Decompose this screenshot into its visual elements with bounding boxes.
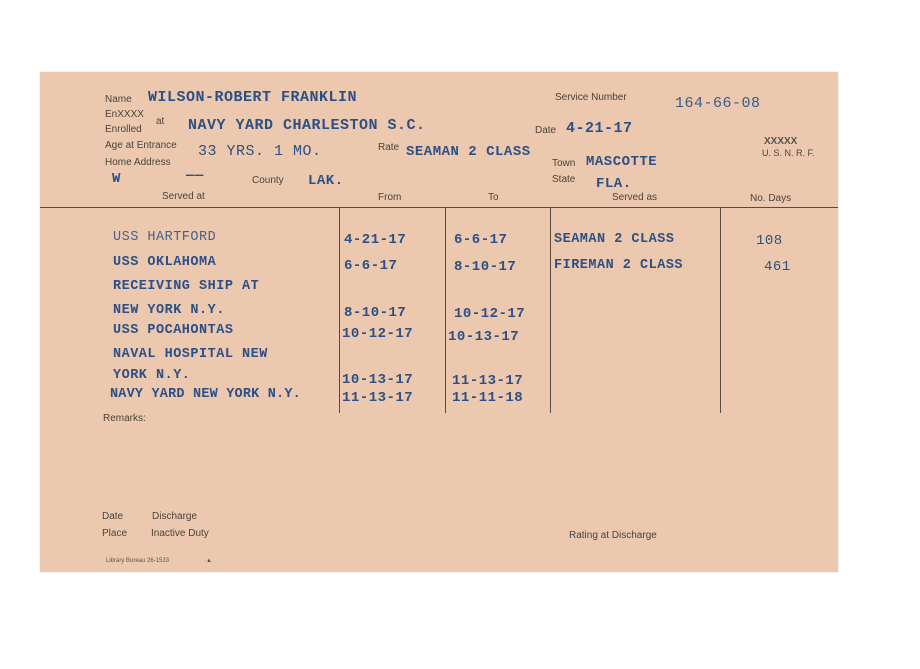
days-cell: 108 — [756, 233, 783, 249]
served-as-cell: SEAMAN 2 CLASS — [554, 232, 675, 247]
served-at-header: Served at — [162, 191, 205, 202]
from-header: From — [378, 192, 402, 203]
county-label: County — [252, 175, 284, 186]
station-cell: USS POCAHONTAS — [113, 323, 234, 338]
to-cell: 10-12-17 — [454, 306, 526, 322]
discharge-label: Discharge — [152, 511, 198, 522]
address-dash: —— — [186, 168, 204, 184]
at-label: at — [156, 116, 165, 127]
date-label: Date — [535, 125, 557, 136]
remarks-label: Remarks: — [103, 413, 146, 424]
service-number-label: Service Number — [555, 92, 627, 103]
from-cell: 10-12-17 — [342, 326, 414, 342]
enlisted-strike: XXXX — [117, 109, 144, 120]
column-divider-to — [445, 208, 446, 413]
footnote-mark: ·▲ — [204, 558, 212, 564]
from-cell: 6-6-17 — [344, 258, 398, 274]
station-cell: NAVY YARD NEW YORK N.Y. — [110, 387, 301, 402]
town-label: Town — [552, 158, 576, 169]
station-cell: NEW YORK N.Y. — [113, 303, 225, 318]
discharge-date-label: Date — [102, 511, 124, 522]
service-record-card — [40, 72, 838, 572]
days-cell: 461 — [764, 259, 791, 275]
to-cell: 11-11-18 — [452, 390, 524, 406]
from-cell: 4-21-17 — [344, 232, 407, 248]
place-value: NAVY YARD CHARLESTON S.C. — [188, 117, 426, 134]
to-cell: 8-10-17 — [454, 259, 517, 275]
state-label: State — [552, 174, 576, 185]
to-cell: 10-13-17 — [448, 329, 520, 345]
usnrf-strike: XXXXX — [764, 136, 798, 147]
rating-at-discharge-label: Rating at Discharge — [569, 530, 657, 541]
station-cell: NAVAL HOSPITAL NEW — [113, 347, 268, 362]
rate-value: SEAMAN 2 CLASS — [406, 144, 531, 160]
enlisted-label: EnXXXX — [105, 109, 144, 120]
printer-footnote: Library Bureau 26-1533 — [106, 558, 170, 564]
enrolled-label: Enrolled — [105, 124, 142, 135]
age-value: 33 YRS. 1 MO. — [198, 143, 322, 160]
rate-label: Rate — [378, 142, 400, 153]
discharge-place-label: Place — [102, 528, 128, 539]
name-value: WILSON-ROBERT FRANKLIN — [148, 89, 358, 106]
state-value: FLA. — [596, 176, 632, 192]
header-divider — [40, 207, 838, 208]
home-address-label: Home Address — [105, 157, 171, 168]
town-value: MASCOTTE — [586, 154, 658, 170]
date-value: 4-21-17 — [566, 120, 633, 137]
from-cell: 11-13-17 — [342, 390, 414, 406]
from-cell: 10-13-17 — [342, 372, 414, 388]
served-as-cell: FIREMAN 2 CLASS — [554, 258, 684, 273]
station-cell: RECEIVING SHIP AT — [113, 279, 260, 294]
no-days-header: No. Days — [750, 193, 792, 204]
station-cell: USS OKLAHOMA — [113, 255, 217, 270]
column-divider-served-as — [550, 208, 551, 413]
column-divider-from — [339, 208, 340, 413]
name-label: Name — [105, 94, 132, 105]
age-label: Age at Entrance — [105, 140, 177, 151]
inactive-duty-label: Inactive Duty — [151, 528, 209, 539]
service-number-value: 164-66-08 — [675, 95, 761, 112]
address-value: W — [112, 171, 121, 187]
county-value: LAK. — [308, 173, 344, 189]
to-cell: 11-13-17 — [452, 373, 524, 389]
station-cell: USS HARTFORD — [113, 230, 217, 245]
to-header: To — [488, 192, 499, 203]
column-divider-days — [720, 208, 721, 413]
usnrf-label: U. S. N. R. F. — [762, 148, 815, 158]
served-as-header: Served as — [612, 192, 658, 203]
station-cell: YORK N.Y. — [113, 368, 191, 383]
from-cell: 8-10-17 — [344, 305, 407, 321]
to-cell: 6-6-17 — [454, 232, 508, 248]
